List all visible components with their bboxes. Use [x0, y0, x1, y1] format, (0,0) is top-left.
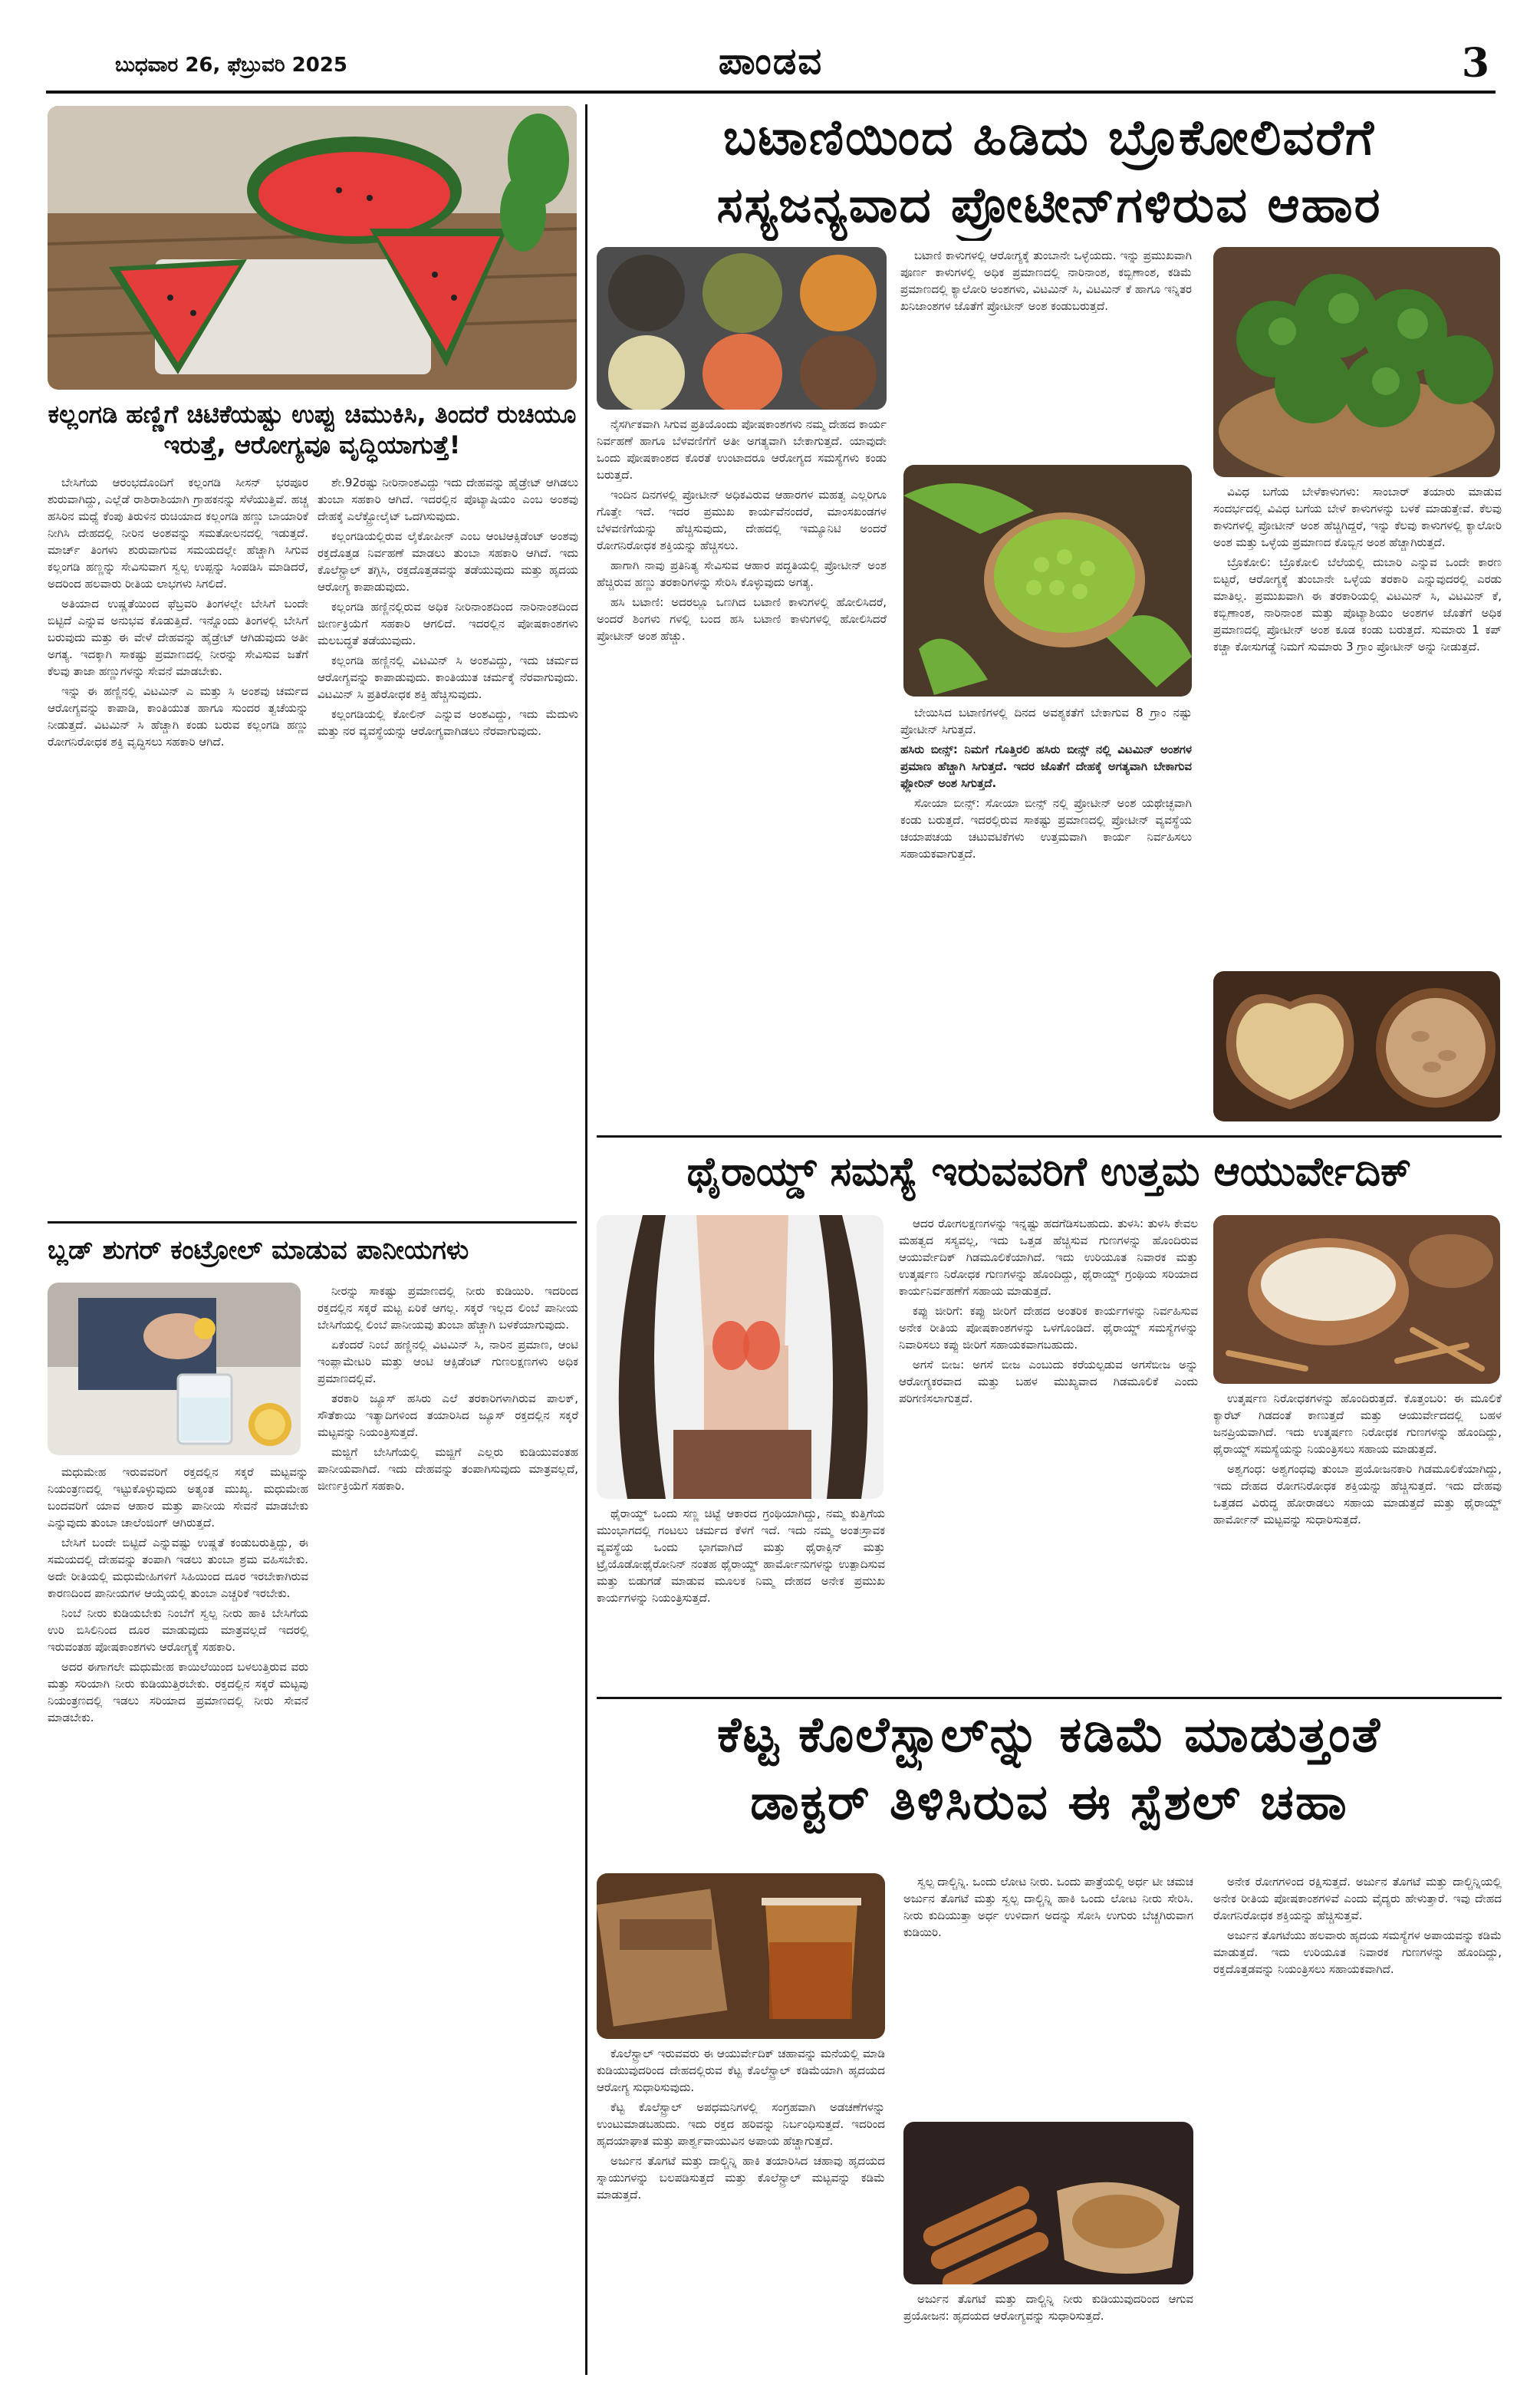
- watermelon-body-col1: [48, 474, 308, 1210]
- paragraph: ಕಪ್ಪು ಜೀರಿಗೆ: ಕಪ್ಪು ಜೀರಿಗೆ ದೇಹದ ಅಂತರಿಕ ಕಾರ್ಯಗಳನ್ನು ನಿರ್ವಹಿಸುವ ಅನೇಕ ರೀತಿಯ ಪೋಷಕಾಂಶಗಳನ್ನು ಒಳಗೊಂಡಿದೆ. ಥೈರಾಯ್ಡ್ ಸಮಸ್ಯೆಗಳನ್ನು ನಿವಾರಿಸಲು ಕಪ್ಪು ಜೀರಿಗೆ ಸಹಾಯಕವಾಗಬಹುದು.: [899, 1304, 1198, 1352]
- paragraph: ಇನ್ನು ಈ ಹಣ್ಣಿನಲ್ಲಿ ವಿಟಮಿನ್ ಎ ಮತ್ತು ಸಿ ಅಂಶವು ಚರ್ಮದ ಆರೋಗ್ಯವನ್ನು ಕಾಪಾಡಿ, ಕಾಂತಿಯುತ ಹಾಗೂ ಸುಂದರ ತ್ವಚೆಯನ್ನು ನೀಡುತ್ತದೆ. ವಿಟಮಿನ್ ಸಿ ಹೆಚ್ಚಾಗಿ ಕಂಡು ಬರುವ ಕಲ್ಲಂಗಡಿ ಹಣ್ಣು ರೋಗನಿರೋಧಕ ಶಕ್ತಿ ವೃದ್ಧಿಸಲು ಸಹಕಾರಿ ಆಗಿದೆ.: [48, 684, 308, 749]
- paragraph: ಅರ್ಜುನ ತೊಗಟೆಯು ಹಲವಾರು ಹೃದಯ ಸಮಸ್ಯೆಗಳ ಅಪಾಯವನ್ನು ಕಡಿಮೆ ಮಾಡುತ್ತದೆ. ಇದು ಉರಿಯೂತ ನಿವಾರಕ ಗುಣಗಳನ್ನು ಹೊಂದಿದ್ದು, ರಕ್ತದೊತ್ತಡವನ್ನು ನಿಯಂತ್ರಿಸಲು ಸಹಾಯಕವಾಗಿದೆ.: [1213, 1928, 1502, 1976]
- thyroid-body-col1: [899, 1215, 1198, 1691]
- paragraph: ಏಕೆಂದರೆ ನಿಂಬೆ ಹಣ್ಣಿನಲ್ಲಿ ವಿಟಮಿನ್ ಸಿ, ನಾರಿನ ಪ್ರಮಾಣ, ಆಂಟಿ ಇಂಪ್ಲಾಮೇಟರಿ ಮತ್ತು ಆಂಟಿ ಆಕ್ಸಿಡೆಂಟ್ ಗುಣಲಕ್ಷಣಗಳು ಅಧಿಕ ಪ್ರಮಾಣದಲ್ಲಿವೆ.: [318, 1338, 578, 1385]
- soy-almond-photo: [1213, 971, 1500, 1121]
- cholesterol-body-col2b: [903, 2291, 1193, 2370]
- paragraph: ಬಟಾಣಿ ಕಾಳುಗಳಲ್ಲಿ ಆರೋಗ್ಯಕ್ಕೆ ತುಂಬಾನೇ ಒಳ್ಳೆಯದು. ಇನ್ನು ಪ್ರಮುಖವಾಗಿ ಪೂರ್ಣ ಕಾಳುಗಳಲ್ಲಿ ಅಧಿಕ ಪ್ರಮಾಣದಲ್ಲಿ ನಾರಿನಾಂಶ, ಕಬ್ಬಿಣಾಂಶ, ಕಡಿಮೆ ಪ್ರಮಾಣದಲ್ಲಿ ಕ್ಯಾಲೋರಿ ಅಂಶಗಳು, ವಿಟಮಿನ್ ಸಿ, ವಿಟಮಿನ್ ಕೆ ಹಾಗೂ ಇನ್ನಿತರ ಖನಿಜಾಂಶಗಳ ಜೊತೆಗೆ ಪ್ರೋಟೀನ್ ಅಂಶ ಕಂಡುಬರುತ್ತದೆ.: [900, 249, 1192, 313]
- cholesterol-body-col2a: [903, 1873, 1193, 2116]
- paragraph: ಮಧುಮೇಹ ಇರುವವರಿಗೆ ರಕ್ತದಲ್ಲಿನ ಸಕ್ಕರೆ ಮಟ್ಟವನ್ನು ನಿಯಂತ್ರಣದಲ್ಲಿ ಇಟ್ಟುಕೊಳ್ಳುವುದು ಅತ್ಯಂತ ಮುಖ್ಯ. ಮಧುಮೇಹ ಬಂದವರಿಗೆ ಯಾವ ಆಹಾರ ಮತ್ತು ಪಾನೀಯ ಸೇವನೆ ಮಾಡಬೇಕು ಎನ್ನುವುದು ತುಂಬಾ ಚಾಲೆಂಜಿಂಗ್ ಆಗಿರುತ್ತದೆ.: [48, 1465, 308, 1530]
- broccoli-photo: [1213, 247, 1500, 477]
- paragraph: ಸ್ವಲ್ಪ ದಾಲ್ಚಿನ್ನಿ. ಒಂದು ಲೋಟ ನೀರು. ಒಂದು ಪಾತ್ರೆಯಲ್ಲಿ ಅರ್ಧ ಟೀ ಚಮಚ ಅರ್ಜುನ ತೊಗಟೆ ಮತ್ತು ಸ್ವಲ್ಪ ದಾಲ್ಚಿನ್ನಿ ಹಾಕಿ ಒಂದು ಲೋಟ ನೀರು ಸೇರಿಸಿ. ನೀರು ಕುದಿಯುತ್ತಾ ಅರ್ಧ ಉಳಿದಾಗ ಅದನ್ನು ಸೋಸಿ ಉಗುರು ಬೆಚ್ಚಗಿರುವಾಗ ಕುಡಿಯಿರಿ.: [903, 1875, 1193, 1939]
- cholesterol-body-col3: [1213, 1873, 1502, 2370]
- paragraph: ಹಸಿ ಬಟಾಣಿ: ಅದರಲ್ಲೂ ಒಣಗಿದ ಬಟಾಣಿ ಕಾಳುಗಳಲ್ಲಿ ಹೋಲಿಸಿದರೆ, ಅಂದರೆ ಶಿಂಗಳು ಗಳಲ್ಲಿ ಬಂದ ಹಸಿ ಬಟಾಣಿ ಕಾಳುಗಳಲ್ಲಿ ಹೋಲಿಸಿದರೆ ಪ್ರೋಟೀನ್ ಅಂಶ ಹೆಚ್ಚು.: [597, 595, 887, 643]
- issue-date: ಬುಧವಾರ 26, ಫೆಬ್ರುವರಿ 2025: [115, 54, 348, 77]
- cholesterol-headline-line1: ಕೆಟ್ಟ ಕೊಲೆಸ್ಟ್ರಾಲ್‌ನ್ನು ಕಡಿಮೆ ಮಾಡುತ್ತಂತೆ: [716, 1707, 1382, 1764]
- paragraph: ಇಂದಿನ ದಿನಗಳಲ್ಲಿ ಪ್ರೋಟೀನ್ ಅಧಿಕವಿರುವ ಆಹಾರಗಳ ಮಹತ್ವ ಎಲ್ಲರಿಗೂ ಗೊತ್ತೇ ಇದೆ. ಇದರ ಪ್ರಮುಖ ಕಾರ್ಯವೆನಂದರೆ, ಮಾಂಸಖಂಡಗಳ ಬೆಳವಣಿಗೆಯನ್ನು ಹೆಚ್ಚಿಸುವುದು, ದೇಹದಲ್ಲಿ ಇಮ್ಯೂನಿಟಿ ಅಂದರೆ ರೋಗನಿರೋಧಕ ಶಕ್ತಿಯನ್ನು ಹೆಚ್ಚಿಸಲು.: [597, 488, 887, 552]
- protein-body-col2a: [900, 247, 1192, 459]
- paragraph: ಅದರ ಈಗಾಗಲೇ ಮಧುಮೇಹ ಕಾಯಿಲೆಯಿಂದ ಬಳಲುತ್ತಿರುವ ವರು ಮತ್ತು ಸರಿಯಾಗಿ ನೀರು ಕುಡಿಯುತ್ತಿರಬೇಕು. ರಕ್ತದಲ್ಲಿನ ಸಕ್ಕರೆ ಮಟ್ಟವು ನಿಯಂತ್ರಣದಲ್ಲಿ ಇಡಲು ಸರಿಯಾದ ಪ್ರಮಾಣದಲ್ಲಿ ನೀರು ಸೇವನೆ ಮಾಡಬೇಕು.: [48, 1660, 308, 1724]
- paragraph: ಕಲ್ಲಂಗಡಿ ಹಣ್ಣಿನಲ್ಲಿ ವಿಟಮಿನ್ ಸಿ ಅಂಶವಿದ್ದು, ಇದು ಚರ್ಮದ ಆರೋಗ್ಯವನ್ನು ಕಾಪಾಡುವುದು. ಕಾಂತಿಯುತ ಚರ್ಮಕ್ಕೆ ನೆರವಾಗುವುದು. ವಿಟಮಿನ್ ಸಿ ಪ್ರತಿರೋಧಕ ಶಕ್ತಿ ಹೆಚ್ಚಿಸುವುದು.: [318, 654, 578, 701]
- thyroid-neck-photo: [597, 1215, 884, 1499]
- protein-body-col3: [1213, 483, 1502, 963]
- paragraph: ಅನೇಕ ರೋಗಗಳಿಂದ ರಕ್ಷಿಸುತ್ತದೆ. ಅರ್ಜುನ ತೊಗಟೆ ಮತ್ತು ದಾಲ್ಚಿನ್ನಿಯಲ್ಲಿ ಅನೇಕ ರೀತಿಯ ಪೋಷಕಾಂಶಗಳಿವೆ ಎಂದು ವೈದ್ಯರು ಹೇಳುತ್ತಾರೆ. ಇವು ದೇಹದ ರೋಗನಿರೋಧಕ ಶಕ್ತಿಯನ್ನು ಹೆಚ್ಚಿಸುತ್ತವೆ.: [1213, 1875, 1502, 1922]
- watermelon-headline: ಕಲ್ಲಂಗಡಿ ಹಣ್ಣಿಗೆ ಚಿಟಿಕೆಯಷ್ಟು ಉಪ್ಪು ಚಿಮುಕಿಸಿ, ತಿಂದರೆ ರುಚಿಯೂ ಇರುತ್ತೆ, ಆರೋಗ್ಯವೂ ವೃದ್ಧಿಯಾಗುತ್ತೆ!: [48, 400, 577, 459]
- watermelon-body-col2: [318, 474, 578, 1210]
- watermelon-photo: [48, 106, 577, 390]
- thyroid-headline: ಥೈರಾಯ್ಡ್ ಸಮಸ್ಯೆ ಇರುವವರಿಗೆ ಉತ್ತಮ ಆಯುರ್ವೇದಿಕ್: [686, 1149, 1412, 1195]
- protein-headline-line2: ಸಸ್ಯಜನ್ಯವಾದ ಪ್ರೋಟೀನ್‌ಗಳಿರುವ ಆಹಾರ: [716, 177, 1382, 234]
- paragraph: ಕಲ್ಲಂಗಡಿಯಲ್ಲಿ ಕೋಲಿನ್ ಎನ್ನುವ ಅಂಶವಿದ್ದು, ಇದು ಮೆದುಳು ಮತ್ತು ನರ ವ್ಯವಸ್ಥೆಯನ್ನು ಆರೋಗ್ಯವಾಗಿಡಲು ನೆರವಾಗುವುದು.: [318, 707, 578, 738]
- paragraph: ನಿಂಬೆ ನೀರು ಕುಡಿಯಬೇಕು ನಿಂಬೆಗೆ ಸ್ವಲ್ಪ ನೀರು ಹಾಕಿ ಬೇಸಿಗೆಯ ಉರಿ ಬಿಸಿಲಿನಿಂದ ದೂರ ಮಾಡುವುದು ಮಾತ್ರವಲ್ಲದೆ ಇದರಲ್ಲಿ ಇರುವಂತಹ ಪೋಷಕಾಂಶಗಳು ಆರೋಗ್ಯಕ್ಕೆ ಸಹಕಾರಿ.: [48, 1606, 308, 1654]
- green-peas-photo: [903, 465, 1192, 697]
- paragraph: ಕೊಲೆಸ್ಟ್ರಾಲ್ ಇರುವವರು ಈ ಆಯುರ್ವೇದಿಕ್ ಚಹಾವನ್ನು ಮನೆಯಲ್ಲಿ ಮಾಡಿ ಕುಡಿಯುವುದರಿಂದ ದೇಹದಲ್ಲಿರುವ ಕೆಟ್ಟ ಕೊಲೆಸ್ಟ್ರಾಲ್ ಕಡಿಮೆಯಾಗಿ ಹೃದಯದ ಆರೋಗ್ಯ ಸುಧಾರಿಸುವುದು.: [597, 2047, 885, 2094]
- paragraph: ಅತಿಯಾದ ಉಷ್ಣತೆಯಿಂದ ಫೆಬ್ರವರಿ ತಿಂಗಳಲ್ಲೇ ಬೇಸಿಗೆ ಬಂದೇ ಬಿಟ್ಟಿದೆ ಎನ್ನುವ ಅನುಭವ ಕೊಡುತ್ತಿದೆ. ಇನ್ನೊಂದು ತಿಂಗಳಲ್ಲಿ ಬೇಸಿಗೆ ಬರುವುದು ಮತ್ತು ಈ ವೇಳೆ ದೇಹವನ್ನು ಹೈಡ್ರೇಟ್ ಆಗಿಡುವುದು ಅತೀ ಅಗತ್ಯ. ಇದಕ್ಕಾಗಿ ಸಾಕಷ್ಟು ಪ್ರಮಾಣದಲ್ಲಿ ನೀರನ್ನು ಸೇವಿಸುವ ಜತೆಗೆ ಕೆಲವು ತಾಜಾ ಹಣ್ಣುಗಳನ್ನು ಸೇವನೆ ಮಾಡಬೇಕು.: [48, 597, 308, 678]
- paragraph: ಅರ್ಜುನ ತೊಗಟೆ ಮತ್ತು ದಾಲ್ಚಿನ್ನಿ ನೀರು ಕುಡಿಯುವುದರಿಂದ ಆಗುವ ಪ್ರಯೋಜನ: ಹೃದಯದ ಆರೋಗ್ಯವನ್ನು ಸುಧಾರಿಸುತ್ತದೆ.: [903, 2292, 1193, 2323]
- paragraph: ಹಾಗಾಗಿ ನಾವು ಪ್ರತಿನಿತ್ಯ ಸೇವಿಸುವ ಆಹಾರ ಪದ್ಧತಿಯಲ್ಲಿ ಪ್ರೋಟೀನ್ ಅಂಶ ಹೆಚ್ಚಿರುವ ಹಣ್ಣು ತರಕಾರಿಗಳನ್ನು ಸೇರಿಸಿ ಕೊಳ್ಳುವುದು ಅಗತ್ಯ.: [597, 558, 887, 589]
- section-rule: [597, 1697, 1502, 1699]
- thyroid-body-col3: [1213, 1390, 1502, 1691]
- paragraph: ಸೋಯಾ ಬೀನ್ಸ್: ಸೋಯಾ ಬೀನ್ಸ್ ನಲ್ಲಿ ಪ್ರೋಟೀನ್ ಅಂಶ ಯಥೇಚ್ಛವಾಗಿ ಕಂಡು ಬರುತ್ತದೆ. ಇದರಲ್ಲಿರುವ ಸಾಕಷ್ಟು ಪ್ರಮಾಣದಲ್ಲಿ ಪ್ರೋಟೀನ್ ವ್ಯವಸ್ಥೆಯ ಚಯಾಪಚಯ ಚಟುವಟಿಕೆಗಳು ಉತ್ತಮವಾಗಿ ಕಾರ್ಯ ನಿರ್ವಹಿಸಲು ಸಹಾಯಕವಾಗುತ್ತದೆ.: [900, 796, 1192, 861]
- paragraph: ಕಲ್ಲಂಗಡಿ ಹಣ್ಣಿನಲ್ಲಿರುವ ಅಧಿಕ ನೀರಿನಾಂಶದಿಂದ ನಾರಿನಾಂಶದಿಂದ ಜೀರ್ಣಕ್ರಿಯೆಗೆ ಸಹಕಾರಿ ಆಗಲಿದೆ. ಇದರಲ್ಲಿನ ಪೋಷಕಾಂಶಗಳು ಮಲಬದ್ಧತೆ ತಡೆಯುವುದು.: [318, 600, 578, 647]
- paragraph: ಶೇ.92ರಷ್ಟು ನೀರಿನಾಂಶವಿದ್ದು ಇದು ದೇಹವನ್ನು ಹೈಡ್ರೇಟ್ ಆಗಿಡಲು ತುಂಬಾ ಸಹಕಾರಿ ಆಗಿದೆ. ಇದರಲ್ಲಿನ ಪೊಟ್ಯಾಷಿಯಂ ಎಂಬ ಅಂಶವು ದೇಹಕ್ಕೆ ಎಲೆಕ್ಟ್ರೋಲೈಟ್ ಒದಗಿಸುವುದು.: [318, 476, 578, 523]
- cholesterol-headline-line2: ಡಾಕ್ಟರ್ ತಿಳಿಸಿರುವ ಈ ಸ್ಪೆಶಲ್ ಚಹಾ: [750, 1774, 1348, 1831]
- section-divider: [585, 104, 587, 2375]
- bloodsugar-headline: ಬ್ಲಡ್ ಶುಗರ್ ಕಂಟ್ರೋಲ್ ಮಾಡುವ ಪಾನೀಯಗಳು: [48, 1235, 469, 1266]
- bloodsugar-body-col1: [48, 1464, 308, 2370]
- paragraph: ನೀರನ್ನು ಸಾಕಷ್ಟು ಪ್ರಮಾಣದಲ್ಲಿ ನೀರು ಕುಡಿಯಿರಿ. ಇದರಿಂದ ರಕ್ತದಲ್ಲಿನ ಸಕ್ಕರೆ ಮಟ್ಟ ಏರಿಕೆ ಆಗಲ್ಲ. ಸಕ್ಕರೆ ಇಲ್ಲದ ಲಿಂಬೆ ಪಾನೀಯ ಬೇಸಿಗೆಯಲ್ಲಿ ಲಿಂಬೆ ಪಾನೀಯವು ತುಂಬಾ ಹೆಚ್ಚಾಗಿ ಬಳಕೆಯಾಗುವುದು.: [318, 1284, 578, 1332]
- paragraph: ಹಸಿರು ಬೀನ್ಸ್: ನಿಮಗೆ ಗೊತ್ತಿರಲಿ ಹಸಿರು ಬೀನ್ಸ್ ನಲ್ಲಿ ವಿಟಮಿನ್ ಅಂಶಗಳ ಪ್ರಮಾಣ ಹೆಚ್ಚಾಗಿ ಸಿಗುತ್ತದೆ. ಇದರ ಜೊತೆಗೆ ದೇಹಕ್ಕೆ ಅಗತ್ಯವಾಗಿ ಬೇಕಾಗುವ ಫ್ಲೋರಿನ್ ಅಂಶ ಸಿಗುತ್ತದೆ.: [900, 743, 1192, 790]
- protein-headline-line1: ಬಟಾಣಿಯಿಂದ ಹಿಡಿದು ಬ್ರೊಕೋಲಿವರೆಗೆ: [722, 110, 1376, 166]
- paragraph: ವಿವಿಧ ಬಗೆಯ ಬೇಳೆಕಾಳುಗಳು: ಸಾಂಬಾರ್ ತಯಾರು ಮಾಡುವ ಸಂದರ್ಭದಲ್ಲಿ ವಿವಿಧ ಬಗೆಯ ಬೇಳೆ ಕಾಳುಗಳನ್ನು ಬಳಕೆ ಮಾಡುತ್ತೇವೆ. ಕೆಲವು ಕಾಳುಗಳಲ್ಲಿ ಪ್ರೋಟೀನ್ ಅಂಶ ಹೆಚ್ಚಿಗಿದ್ದರೆ, ಇನ್ನು ಕೆಲವು ಕಾಳುಗಳಲ್ಲಿ ಕ್ಯಾಲೋರಿ ಅಂಶ ಮತ್ತು ಒಳ್ಳೆಯ ಪ್ರಮಾಣದ ಕೊಬ್ಬಿನ ಅಂಶ ಹೆಚ್ಚಾಗಿರುತ್ತದೆ.: [1213, 485, 1502, 549]
- arjuna-bark-tea-photo: [597, 1873, 885, 2039]
- paragraph: ಬೇಸಿಗೆಯ ಆರಂಭದೊಂದಿಗೆ ಕಲ್ಲಂಗಡಿ ಸೀಸನ್ ಭರಪೂರ ಶುರುವಾಗಿದ್ದು, ಎಲ್ಲೆಡೆ ರಾಶಿರಾಶಿಯಾಗಿ ಗ್ರಾಹಕನನ್ನು ಸೆಳೆಯುತ್ತಿವೆ. ಹಚ್ಚ ಹಸಿರಿನ ಮಧ್ಯೆ ಕೆಂಪು ತಿರುಳಿನ ರುಚಿಯಾದ ಕಲ್ಲಂಗಡಿ ಹಣ್ಣು ಬಾಯಾರಿಕೆ ನೀಗಿಸಿ ದೇಹದಲ್ಲಿ ನೀರಿನ ಅಂಶವನ್ನು ಸಮತೋಲನದಲ್ಲಿ ಇಡುತ್ತದೆ. ಮಾರ್ಚ್ ತಿಂಗಳು ಶುರುವಾಗುವ ಸಮಯದಲ್ಲೇ ಹೆಚ್ಚಾಗಿ ಸಿಗುವ ಕಲ್ಲಂಗಡಿ ಹಣ್ಣನ್ನು ಸೇವಿಸುವಾಗ ಸ್ವಲ್ಪ ಉಪ್ಪನ್ನು ಸಿಂಪಡಿಸಿ ಮಾಡಿದರೆ, ಅದರಿಂದ ಹಲವಾರು ರೀತಿಯ ಲಾಭಗಳು ಸಿಗಲಿದೆ.: [48, 476, 308, 591]
- paragraph: ಅಗಸೆ ಬೀಜ: ಅಗಸೆ ಬೀಜ ಎಂಬುದು ಕರೆಯಲ್ಪಡುವ ಅಗಸೆಬೀಜ ಅನ್ನು ಆರೋಗ್ಯಕರವಾದ ಮತ್ತು ಬಹಳ ಮುಖ್ಯವಾದ ಗಿಡಮೂಲಿಕೆ ಎಂದು ಪರಿಗಣಿಸಲಾಗುತ್ತದೆ.: [899, 1358, 1198, 1405]
- paragraph: ಉತ್ಕರ್ಷಣ ನಿರೋಧಕಗಳನ್ನು ಹೊಂದಿರುತ್ತದೆ. ಕೊತ್ತಂಬರಿ: ಈ ಮೂಲಿಕೆ ಕ್ಯಾರೆಟ್ ಗಿಡದಂತೆ ಕಾಣುತ್ತದೆ ಮತ್ತು ಆಯುರ್ವೇದದಲ್ಲಿ ಬಹಳ ಜನಪ್ರಿಯವಾಗಿದೆ. ಇದು ಉತ್ಕರ್ಷಣ ನಿರೋಧಕ ಗುಣಗಳನ್ನು ಹೊಂದಿದ್ದು, ಥೈರಾಯ್ಡ್ ಸಮಸ್ಯೆಯನ್ನು ನಿಯಂತ್ರಿಸಲು ಸಹಾಯ ಮಾಡುತ್ತದೆ.: [1213, 1392, 1502, 1456]
- paragraph: ಆದರ ರೋಗಲಕ್ಷಣಗಳನ್ನು ಇನ್ನಷ್ಟು ಹದಗೆಡಿಸಬಹುದು. ತುಳಸಿ: ತುಳಸಿ ಕೇವಲ ಮಹತ್ವದ ಸಸ್ಯವಲ್ಲ, ಇದು ಒತ್ತಡ ಹೆಚ್ಚಿಸುವ ಗುಣಗಳನ್ನು ಹೊಂದಿರುವ ಆಯುರ್ವೇದಿಕ್ ಗಿಡಮೂಲಿಕೆಯಾಗಿದೆ. ಇದು ಉರಿಯೂತ ನಿವಾರಕ ಮತ್ತು ಉತ್ಕರ್ಷಣ ನಿರೋಧಕ ಗುಣಗಳನ್ನು ಹೊಂದಿದ್ದು, ಥೈರಾಯ್ಡ್ ಗ್ರಂಥಿಯ ಸರಿಯಾದ ಕಾರ್ಯನಿರ್ವಹಣೆಗೆ ಸಹಾಯ ಮಾಡುತ್ತದೆ.: [899, 1217, 1198, 1298]
- paragraph: ಬ್ರೊಕೋಲಿ: ಬ್ರೊಕೋಲಿ ಬೆಲೆಯಲ್ಲಿ ದುಬಾರಿ ಎನ್ನುವ ಒಂದೇ ಕಾರಣ ಬಿಟ್ಟರೆ, ಆರೋಗ್ಯಕ್ಕೆ ತುಂಬಾನೇ ಒಳ್ಳೆಯ ತರಕಾರಿ ಎನ್ನುವುದರಲ್ಲಿ ಎರಡು ಮಾತಿಲ್ಲ. ಪ್ರಮುಖವಾಗಿ ಈ ತರಕಾರಿಯಲ್ಲಿ ವಿಟಮಿನ್ ಸಿ, ವಿಟಮಿನ್ ಕೆ, ಕಬ್ಬಿಣಾಂಶ, ನಾರಿನಾಂಶ ಮತ್ತು ಪೊಟ್ಯಾಶಿಯಂ ಅಂಶಗಳ ಜೊತೆಗೆ ಅಧಿಕ ಪ್ರಮಾಣದಲ್ಲಿ ಪ್ರೋಟೀನ್ ಅಂಶ ಕೂಡ ಕಂಡು ಬರುತ್ತದೆ. ಸುಮಾರು 1 ಕಪ್ ಕಚ್ಚಾ ಕೋಸುಗಡ್ಡೆ ನಿಮಗೆ ಸುಮಾರು 3 ಗ್ರಾಂ ಪ್ರೋಟೀನ್ ಅನ್ನು ನೀಡುತ್ತದೆ.: [1213, 555, 1502, 654]
- paragraph: ಕೆಟ್ಟ ಕೊಲೆಸ್ಟ್ರಾಲ್ ಅಪಧಮನಿಗಳಲ್ಲಿ ಸಂಗ್ರಹವಾಗಿ ಅಡಚಣೆಗಳನ್ನು ಉಂಟುಮಾಡಬಹುದು. ಇದು ರಕ್ತದ ಹರಿವನ್ನು ನಿರ್ಬಂಧಿಸುತ್ತದೆ. ಇದರಿಂದ ಹೃದಯಾಘಾತ ಮತ್ತು ಪಾರ್ಶ್ವವಾಯುವಿನ ಅಪಾಯ ಹೆಚ್ಚಾಗುತ್ತದೆ.: [597, 2100, 885, 2148]
- newspaper-title: ಪಾಂಡವ: [718, 40, 824, 83]
- paragraph: ನೈಸರ್ಗಿಕವಾಗಿ ಸಿಗುವ ಪ್ರತಿಯೊಂದು ಪೋಷಕಾಂಶಗಳು ನಮ್ಮ ದೇಹದ ಕಾರ್ಯ ನಿರ್ವಹಣೆ ಹಾಗೂ ಬೆಳವಣಿಗೆಗೆ ಅತೀ ಅಗತ್ಯವಾಗಿ ಬೇಕಾಗುತ್ತದೆ. ಯಾವುದೇ ಒಂದು ಪೋಷಕಾಂಶದ ಕೊರತೆ ಉಂಟಾದರೂ ಆರೋಗ್ಯದ ಸಮಸ್ಯೆಗಳು ಕಂಡು ಬರುತ್ತದೆ.: [597, 417, 887, 482]
- paragraph: ಬೇಸಿಗೆ ಬಂದೇ ಬಿಟ್ಟಿದೆ ಎನ್ನುವಷ್ಟು ಉಷ್ಣತೆ ಕಂಡುಬರುತ್ತಿದ್ದು, ಈ ಸಮಯದಲ್ಲಿ ದೇಹವನ್ನು ತಂಪಾಗಿ ಇಡಲು ತುಂಬಾ ಶ್ರಮ ವಹಿಸಬೇಕು. ಅದೇ ರೀತಿಯಲ್ಲಿ ಮಧುಮೇಹಿಗಳಿಗೆ ಸಿಹಿಯಿಂದ ದೂರ ಇರಬೇಕಾಗಿರುವ ಕಾರಣದಿಂದ ಪಾನೀಯಗಳ ಆಯ್ಕೆಯಲ್ಲಿ ತುಂಬಾ ಎಚ್ಚರಿಕೆ ಇರಬೇಕು.: [48, 1536, 308, 1600]
- cholesterol-body-col1: [597, 2045, 885, 2370]
- section-rule: [48, 1221, 577, 1224]
- paragraph: ಥೈರಾಯ್ಡ್ ಒಂದು ಸಣ್ಣ ಚಿಟ್ಟೆ ಆಕಾರದ ಗ್ರಂಥಿಯಾಗಿದ್ದು, ನಮ್ಮ ಕುತ್ತಿಗೆಯ ಮುಂಭಾಗದಲ್ಲಿ ಗಂಟಲು ಚರ್ಮದ ಕೆಳಗೆ ಇದೆ. ಇದು ನಮ್ಮ ಅಂತಃಸ್ರಾವಕ ವ್ಯವಸ್ಥೆಯ ಒಂದು ಭಾಗವಾಗಿದೆ ಮತ್ತು ಥೈರಾಕ್ಸಿನ್ ಮತ್ತು ಟ್ರೈಯೊಡೋಥೈರೋನಿನ್ ನಂತಹ ಥೈರಾಯ್ಡ್ ಹಾರ್ಮೋನುಗಳನ್ನು ಉತ್ಪಾದಿಸುವ ಮತ್ತು ಬಿಡುಗಡೆ ಮಾಡುವ ಮೂಲಕ ನಿಮ್ಮ ದೇಹದ ಅನೇಕ ಪ್ರಮುಖ ಕಾರ್ಯಗಳನ್ನು ನಿಯಂತ್ರಿಸುತ್ತದೆ.: [597, 1507, 885, 1605]
- paragraph: ತರಕಾರಿ ಜ್ಯೂಸ್ ಹಸಿರು ಎಲೆ ತರಕಾರಿಗಳಾಗಿರುವ ಪಾಲಕ್, ಸೌತೆಕಾಯಿ ಇತ್ಯಾದಿಗಳಿಂದ ತಯಾರಿಸಿದ ಜ್ಯೂಸ್ ರಕ್ತದಲ್ಲಿನ ಸಕ್ಕರೆ ಮಟ್ಟವನ್ನು ನಿಯಂತ್ರಿಸುತ್ತದೆ.: [318, 1392, 578, 1439]
- thyroid-body-col2: [597, 1505, 885, 1691]
- paragraph: ಅರ್ಜುನ ತೊಗಟೆ ಮತ್ತು ದಾಲ್ಚಿನ್ನಿ ಹಾಕಿ ತಯಾರಿಸಿದ ಚಹಾವು ಹೃದಯದ ಸ್ನಾಯುಗಳನ್ನು ಬಲಪಡಿಸುತ್ತದೆ ಮತ್ತು ಕೊಲೆಸ್ಟ್ರಾಲ್ ಮಟ್ಟವನ್ನು ಕಡಿಮೆ ಮಾಡುತ್ತದೆ.: [597, 2154, 885, 2202]
- section-rule: [597, 1135, 1502, 1138]
- protein-body-col1: [597, 416, 887, 1129]
- paragraph: ಮಜ್ಜಿಗೆ ಬೇಸಿಗೆಯಲ್ಲಿ ಮಜ್ಜಿಗೆ ಎಲ್ಲರು ಕುಡಿಯುವಂತಹ ಪಾನೀಯವಾಗಿದೆ. ಇದು ದೇಹವನ್ನು ತಂಪಾಗಿಸುವುದು ಮಾತ್ರವಲ್ಲದೆ, ಜೀರ್ಣಕ್ರಿಯೆಗೆ ಸಹಕಾರಿ.: [318, 1445, 578, 1493]
- cinnamon-sticks-photo: [903, 2122, 1193, 2284]
- masthead: [46, 40, 1496, 94]
- paragraph: ಕಲ್ಲಂಗಡಿಯಲ್ಲಿರುವ ಲೈಕೋಪೀನ್ ಎಂಬ ಆಂಟಿಆಕ್ಸಿಡೆಂಟ್ ಅಂಶವು ರಕ್ತದೊತ್ತಡ ನಿರ್ವಹಣೆ ಮಾಡಲು ತುಂಬಾ ಸಹಕಾರಿ ಆಗಿದೆ. ಇದು ಕೊಲೆಸ್ಟ್ರಾಲ್ ತಗ್ಗಿಸಿ, ರಕ್ತದೊತ್ತಡವನ್ನು ತಡೆಯುವುದು ಮತ್ತು ಹೃದಯ ಆರೋಗ್ಯ ಕಾಪಾಡುವುದು.: [318, 529, 578, 594]
- lemon-water-photo: [48, 1283, 301, 1455]
- paragraph: ಬೇಯಿಸಿದ ಬಟಾಣಿಗಳಲ್ಲಿ ದಿನದ ಅವಶ್ಯಕತೆಗೆ ಬೇಕಾಗುವ 8 ಗ್ರಾಂ ನಷ್ಟು ಪ್ರೋಟೀನ್ ಸಿಗುತ್ತದೆ.: [900, 706, 1192, 736]
- bloodsugar-body-col2: [318, 1283, 578, 2370]
- paragraph: ಅಶ್ವಗಂಧ: ಅಶ್ವಗಂಧವು ತುಂಬಾ ಪ್ರಯೋಜನಕಾರಿ ಗಿಡಮೂಲಿಕೆಯಾಗಿದ್ದು, ಇದು ದೇಹದ ರೋಗನಿರೋಧಕ ಶಕ್ತಿಯನ್ನು ಹೆಚ್ಚಿಸುತ್ತದೆ. ಇದು ದೇಹವು ಒತ್ತಡದ ವಿರುದ್ಧ ಹೋರಾಡಲು ಸಹಾಯ ಮಾಡುತ್ತದೆ ಮತ್ತು ಥೈರಾಯ್ಡ್ ಹಾರ್ಮೋನ್ ಮಟ್ಟವನ್ನು ಸುಧಾರಿಸುತ್ತದೆ.: [1213, 1462, 1502, 1527]
- protein-body-col2b: [900, 704, 1192, 1129]
- lentils-bowls-photo: [597, 247, 887, 410]
- ashwagandha-powder-photo: [1213, 1215, 1500, 1384]
- page-number: 3: [1461, 40, 1489, 87]
